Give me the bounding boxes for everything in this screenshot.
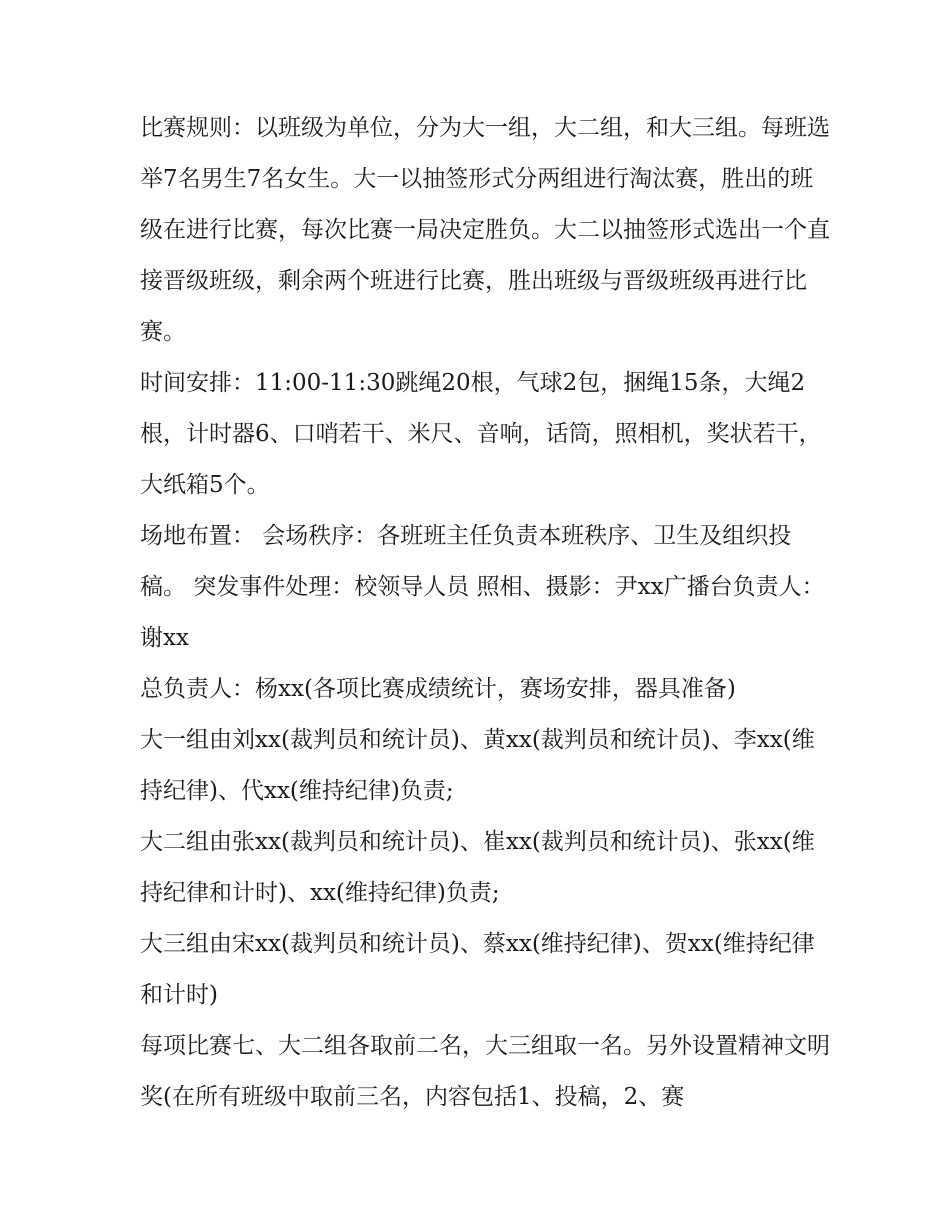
paragraph-group-1: 大一组由刘xx(裁判员和统计员)、黄xx(裁判员和统计员)、李xx(维持纪律)、代xx(维持纪律)负责; — [140, 727, 815, 804]
paragraph-rules: 比赛规则：以班级为单位，分为大一组，大二组，和大三组。每班选举7名男生7名女生。大一以抽签形式分两组进行淘汰赛，胜出的班级在进行比赛，每次比赛一局决定胜负。大二以抽签形式选出一个直接晋级班级，剩余两个班进行比赛，胜出班级与晋级班级再进行比赛。 — [140, 115, 830, 345]
paragraph-schedule: 时间安排：11:00-11:30跳绳20根，气球2包，捆绳15条，大绳2根，计时器6、口哨若干、米尺、音响，话筒，照相机，奖状若干，大纸箱5个。 — [140, 370, 822, 498]
paragraph-awards: 每项比赛七、大二组各取前二名，大三组取一名。另外设置精神文明奖(在所有班级中取前三名，内容包括1、投稿，2、赛 — [140, 1033, 830, 1110]
paragraph-venue: 场地布置： 会场秩序：各班班主任负责本班秩序、卫生及组织投稿。 突发事件处理：校领导人员 照相、摄影：尹xx广播台负责人：谢xx — [140, 523, 825, 651]
paragraph-group-2: 大二组由张xx(裁判员和统计员)、崔xx(裁判员和统计员)、张xx(维持纪律和计时)、xx(维持纪律)负责; — [140, 829, 815, 906]
paragraph-group-3: 大三组由宋xx(裁判员和统计员)、蔡xx(维持纪律)、贺xx(维持纪律和计时) — [140, 931, 815, 1008]
paragraph-chief: 总负责人：杨xx(各项比赛成绩统计，赛场安排，器具准备) — [140, 676, 736, 702]
document-page — [140, 103, 830, 1123]
